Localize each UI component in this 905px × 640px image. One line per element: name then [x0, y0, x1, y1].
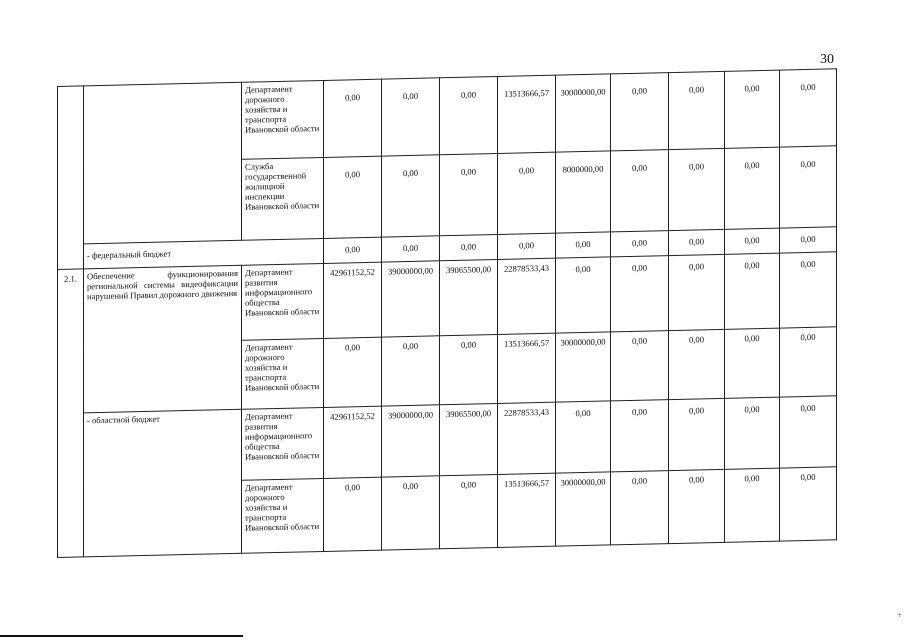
value-cell: 13513666,57 [498, 333, 556, 403]
budget-table [57, 68, 837, 558]
value-cell: 0,00 [669, 398, 725, 470]
value-cell: 0,00 [780, 146, 837, 228]
row-description-cell [84, 82, 242, 244]
value-cell: 13513666,57 [498, 75, 556, 153]
value-cell: 0,00 [440, 154, 498, 236]
value-cell: 0,00 [498, 233, 556, 259]
value-cell: 0,00 [324, 477, 382, 551]
value-cell: 0,00 [382, 78, 440, 156]
row-index-cell: 2.1. [58, 269, 84, 558]
value-cell: 22878533,43 [498, 402, 556, 474]
value-cell: 0,00 [780, 467, 837, 541]
value-cell: 0,00 [669, 254, 725, 330]
value-cell: 0,00 [611, 331, 669, 401]
value-cell: 0,00 [780, 227, 837, 253]
value-cell: 30000000,00 [556, 472, 611, 546]
value-cell: 0,00 [725, 253, 780, 329]
executor-cell: Департамент развития информационного общества Ивановской области [242, 407, 324, 480]
footnote-rule [0, 635, 243, 637]
value-cell: 0,00 [669, 229, 725, 255]
value-cell: 0,00 [611, 73, 669, 151]
value-cell: 0,00 [382, 476, 440, 550]
value-cell: 0,00 [725, 70, 780, 148]
value-cell: 0,00 [725, 147, 780, 229]
value-cell: 42961152,52 [324, 406, 382, 478]
value-cell: 0,00 [556, 232, 611, 258]
value-cell: 0,00 [324, 337, 382, 407]
value-cell: 0,00 [440, 77, 498, 155]
value-cell: 0,00 [669, 148, 725, 230]
value-cell: 22878533,43 [498, 258, 556, 334]
value-cell: 0,00 [780, 69, 837, 147]
value-cell: 42961152,52 [324, 262, 382, 338]
executor-cell: Департамент дорожного хозяйства и транспорта Ивановской области [242, 478, 324, 553]
value-cell: 39065500,00 [440, 404, 498, 476]
row-description-cell: - федеральный бюджет [84, 238, 324, 268]
value-cell: 0,00 [611, 231, 669, 257]
value-cell: 0,00 [556, 401, 611, 473]
scan-mark-icon: + [897, 610, 903, 620]
value-cell: 0,00 [611, 256, 669, 332]
value-cell: 0,00 [611, 150, 669, 232]
value-cell: 0,00 [440, 335, 498, 405]
value-cell: 0,00 [669, 329, 725, 399]
value-cell: 8000000,00 [556, 151, 611, 233]
value-cell: 0,00 [725, 328, 780, 398]
value-cell: 0,00 [725, 397, 780, 469]
value-cell: 0,00 [669, 71, 725, 149]
value-cell: 0,00 [556, 257, 611, 333]
executor-cell: Служба государственной жилищной инспекции Ивановской области [242, 157, 324, 240]
value-cell: 0,00 [324, 237, 382, 263]
row-description-cell: Обеспечение функционирования региональной системы видеофиксации нарушений Правил дорожного движения [84, 265, 242, 413]
value-cell: 0,00 [669, 469, 725, 543]
value-cell: 13513666,57 [498, 473, 556, 547]
value-cell: 0,00 [324, 79, 382, 157]
page-number: 30 [820, 52, 834, 67]
row-description-cell: - областной бюджет [84, 409, 242, 557]
value-cell: 0,00 [725, 228, 780, 254]
executor-cell: Департамент дорожного хозяйства и транспорта Ивановской области [242, 80, 324, 159]
executor-cell: Департамент развития информационного общества Ивановской области [242, 263, 324, 340]
value-cell: 39065500,00 [440, 260, 498, 336]
value-cell: 0,00 [324, 156, 382, 238]
value-cell: 0,00 [382, 336, 440, 406]
row-index-cell [58, 86, 84, 270]
value-cell: 0,00 [780, 396, 837, 468]
value-cell: 0,00 [498, 152, 556, 234]
value-cell: 0,00 [611, 400, 669, 472]
value-cell: 30000000,00 [556, 74, 611, 152]
value-cell: 39000000,00 [382, 405, 440, 477]
value-cell: 0,00 [382, 155, 440, 237]
value-cell: 0,00 [780, 327, 837, 397]
value-cell: 0,00 [440, 475, 498, 549]
value-cell: 30000000,00 [556, 332, 611, 402]
executor-cell: Департамент дорожного хозяйства и транспорта Ивановской области [242, 338, 324, 409]
value-cell: 0,00 [382, 236, 440, 262]
value-cell: 0,00 [780, 252, 837, 328]
value-cell: 39000000,00 [382, 261, 440, 337]
value-cell: 0,00 [725, 468, 780, 542]
value-cell: 0,00 [440, 235, 498, 261]
value-cell: 0,00 [611, 471, 669, 545]
